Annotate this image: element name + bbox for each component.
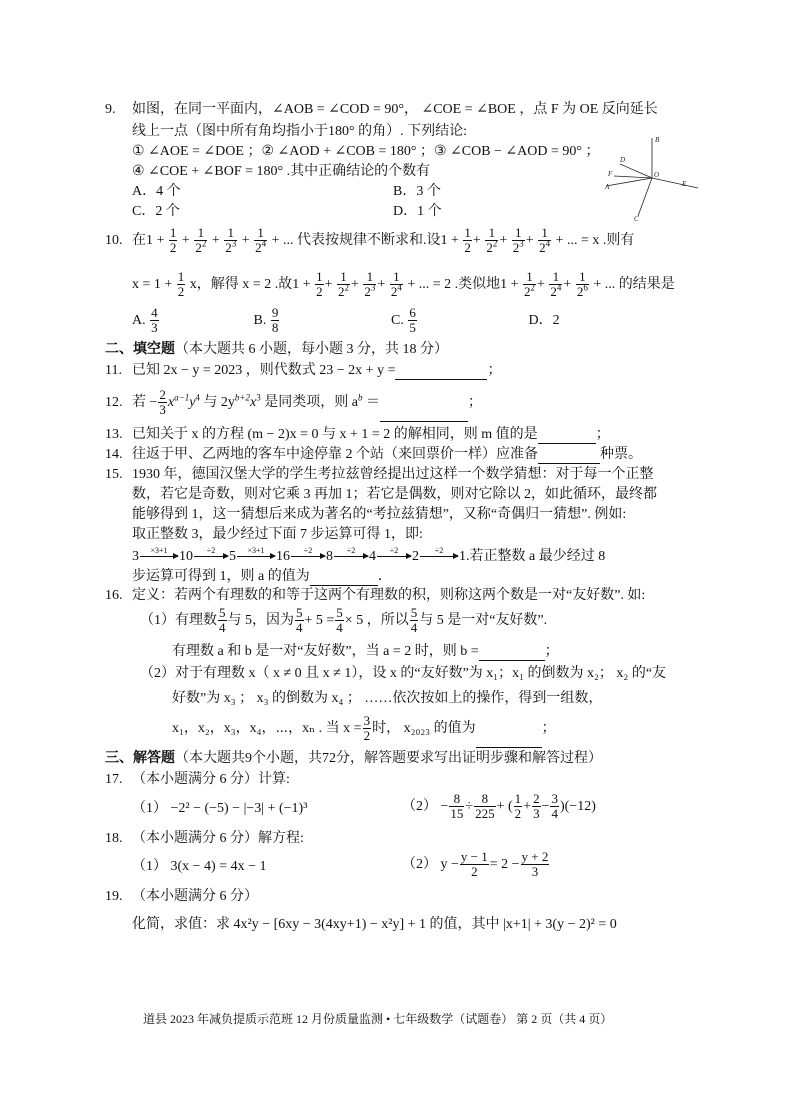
q13-number: 13.	[105, 427, 123, 442]
q12-number: 12.	[105, 395, 123, 410]
q9-label-f: F	[608, 170, 613, 178]
q9-line3: ① ∠AOE = ∠DOE ；② ∠AOD + ∠COB = 180° ；③ ∠COB − ∠AOD = 90° ；	[132, 144, 600, 159]
q17-expr-2: （2） − $\frac{8}{15}$ ÷ $\frac{8}{225}$ + ( $\frac{1}{2}$ + $\frac{2}{3}$ − $\frac{3}{4}$ )(−12)	[402, 791, 596, 822]
q19-number: 19.	[105, 889, 123, 904]
q9-option-a: A．4 个	[132, 184, 181, 199]
q16-answer-blank-1[interactable]	[479, 646, 545, 661]
q10-option-a: A. $\frac{4}{3}$	[132, 305, 158, 336]
q10-frac-4: $\frac{1}{2^4}$	[255, 225, 267, 256]
q9-option-d: D．1 个	[393, 204, 442, 219]
q9-label-d: D	[620, 156, 626, 164]
q16-part2-line3: x₁，x₂，x₃，x₄，⋯，xₙ . 当 x = $\frac{3}{2}$ 时， x₂₀₂₃ 的值为 ；	[172, 710, 556, 748]
q17-expr-1: （1） −2² − (−5) − |−3| + (−1)³	[132, 801, 308, 816]
q15-line6: 步运算可得到 1，则 a 的值为 ．	[132, 569, 392, 584]
q10-frac-1: $\frac{1}{2}$	[169, 225, 177, 256]
q10-text-a: 在1 +	[132, 233, 165, 248]
q16-part1: （1）有理数 $\frac{5}{4}$ 与 5，因为 $\frac{5}{4}$ + 5 = $\frac{5}{4}$ × 5 ，所以 $\frac{5}{4}$ 与 5 是一对“友好数”.	[140, 605, 548, 636]
q9-label-a: A	[605, 183, 610, 191]
q10-option-c: C. $\frac{6}{5}$	[391, 305, 416, 336]
q14-number: 14.	[105, 447, 123, 462]
q9-label-e: E	[682, 180, 687, 188]
q10-line1: 在1 + $\frac{1}{2}$ + $\frac{1}{2^2}$ + $\frac{1}{2^3}$ + $\frac{1}{2^4}$ + ... 代表按规律不断求和.设1 + $\frac{1}{2}$ + $\frac{1}{2^2}$ + $\frac{1}{2^3}$ + $\frac{1}{2^4}$ + ... = x .则有	[132, 225, 635, 256]
q13-text: 已知关于 x 的方程 (m − 2)x = 0 与 x + 1 = 2 的解相同，则 m 值的是 ；	[132, 427, 610, 442]
q9-line2: 线上一点（图中所有角均指小于180° 的角）. 下列结论:	[132, 124, 467, 139]
q17-heading: （本小题满分 6 分）计算:	[132, 772, 290, 787]
q9-number: 9.	[105, 102, 116, 117]
q15-line4: 取正整数 3，最少经过下面 7 步运算可得 1，即:	[132, 527, 423, 542]
q10-option-d: D．2	[528, 313, 560, 328]
section-2-heading: 二、填空题（本大题共 6 小题，每小题 3 分，共 18 分）	[105, 342, 448, 357]
q13-answer-blank[interactable]	[538, 429, 596, 444]
q9-label-o: O	[654, 171, 660, 179]
q10-frac-2: $\frac{1}{2^2}$	[195, 225, 207, 256]
q16-number: 16.	[105, 588, 123, 603]
q16-part2-line1: （2）对于有理数 x（ x ≠ 0 且 x ≠ 1），设 x 的“友好数”为 x₁；x₁ 的倒数为 x₂； x₂ 的“友	[140, 666, 667, 681]
q11-number: 11.	[105, 363, 122, 378]
q16-part1-line2: 有理数 a 和 b 是一对“友好数”，当 a = 2 时，则 b = ；	[172, 644, 559, 659]
q14-text: 往返于甲、乙两地的客车中途停靠 2 个站（来回票价一样）应准备 种票。	[132, 447, 642, 462]
section-3-heading: 三、解答题（本大题共9个小题，共72分，解答题要求写出证明步骤和解答过程）	[105, 751, 602, 766]
q9-label-c: C	[634, 215, 639, 222]
q10-line2: x = 1 + $\frac{1}{2}$ x，解得 x = 2 .故1 + $\frac{1}{2}$ + $\frac{1}{2^2}$ + $\frac{1}{2^3}$ + $\frac{1}{2^4}$ + ... = 2 .类似地1 + $\frac{1}{2^2}$ + $\frac{1}{2^4}$ + $\frac{1}{2^6}$ + ... 的结果是	[132, 269, 675, 300]
q9-option-b: B．3 个	[393, 184, 441, 199]
q10-number: 10.	[105, 233, 123, 248]
q15-line2: 数，若它是奇数，则对它乘 3 再加 1；若它是偶数，则对它除以 2，如此循环，最终都	[132, 487, 657, 502]
page-footer: 道县 2023 年减负提质示范班 12 月份质量监测 • 七年级数学（试题卷） 第 2 页（共 4 页）	[143, 1012, 613, 1026]
q16-part2-line2: 好数”为 x₃ ； x₃ 的倒数为 x₄ ； ……依次按如上的操作，得到一组数，	[172, 691, 603, 706]
q18-number: 18.	[105, 831, 123, 846]
q10-text-b: + ... 代表按规律不断求和.设1 +	[271, 233, 459, 248]
q15-line1: 1930 年，德国汉堡大学的学生考拉兹曾经提出过这样一个数学猜想：对于每一个正整	[132, 467, 654, 482]
q16-answer-blank-2[interactable]	[476, 733, 542, 748]
q15-collatz-sequence: 3 ×3+1 10 ÷2 5 ×3+1 16 ÷2 8 ÷2 4 ÷2 2 ÷2 1.若正整数 a 最少经过 8	[132, 546, 606, 564]
q9-line1: 如图，在同一平面内，∠AOB = ∠COD = 90°， ∠COE = ∠BOE ，点 F 为 OE 反向延长	[132, 102, 658, 117]
q15-line3: 能够得到 1，这一猜想后来成为著名的“考拉兹猜想”，又称“奇偶归一猜想”. 例如:	[132, 507, 627, 522]
q18-expr-1: （1） 3(x − 4) = 4x − 1	[132, 859, 267, 874]
q9-line4: ④ ∠COE + ∠BOF = 180° .其中正确结论的个数有	[132, 164, 431, 179]
q9-angle-figure	[600, 130, 700, 222]
q10-options	[132, 302, 560, 340]
q18-expr-2: （2） y − $\frac{y - 1}{2}$ = 2 − $\frac{y + 2}{3}$	[402, 849, 549, 880]
q12-answer-blank[interactable]	[380, 407, 468, 422]
q16-line1: 定义：若两个有理数的和等于这两个有理数的积，则称这两个数是一对“友好数”. 如:	[132, 588, 646, 603]
q15-number: 15.	[105, 467, 123, 482]
q10-option-b: B. $\frac{9}{8}$	[253, 305, 279, 336]
q15-answer-blank[interactable]	[310, 571, 378, 586]
q11-text: 已知 2x − y = 2023 ，则代数式 23 − 2x + y = ；	[132, 363, 502, 378]
q10-text-c: + ... = x .则有	[555, 233, 635, 248]
q10-frac-3: $\frac{1}{2^3}$	[225, 225, 237, 256]
q9-label-b: B	[655, 136, 660, 144]
q11-answer-blank[interactable]	[395, 365, 487, 380]
q14-answer-blank[interactable]	[538, 449, 600, 464]
q19-text: 化简，求值：求 4x²y − [6xy − 3(4xy+1) − x²y] + 1 的值，其中 |x+1| + 3(y − 2)² = 0	[132, 917, 617, 932]
q17-number: 17.	[105, 772, 123, 787]
q9-option-c: C．2 个	[132, 204, 180, 219]
q19-heading: （本小题满分 6 分）	[132, 889, 258, 904]
q12-text: 若 − $\frac{2}{3}$ $x^{a-1}y^4$ 与 $2y^{b+2}x^3$ 是同类项，则 $a^b$ ＝ ；	[132, 384, 482, 422]
q18-heading: （本小题满分 6 分）解方程:	[132, 831, 304, 846]
